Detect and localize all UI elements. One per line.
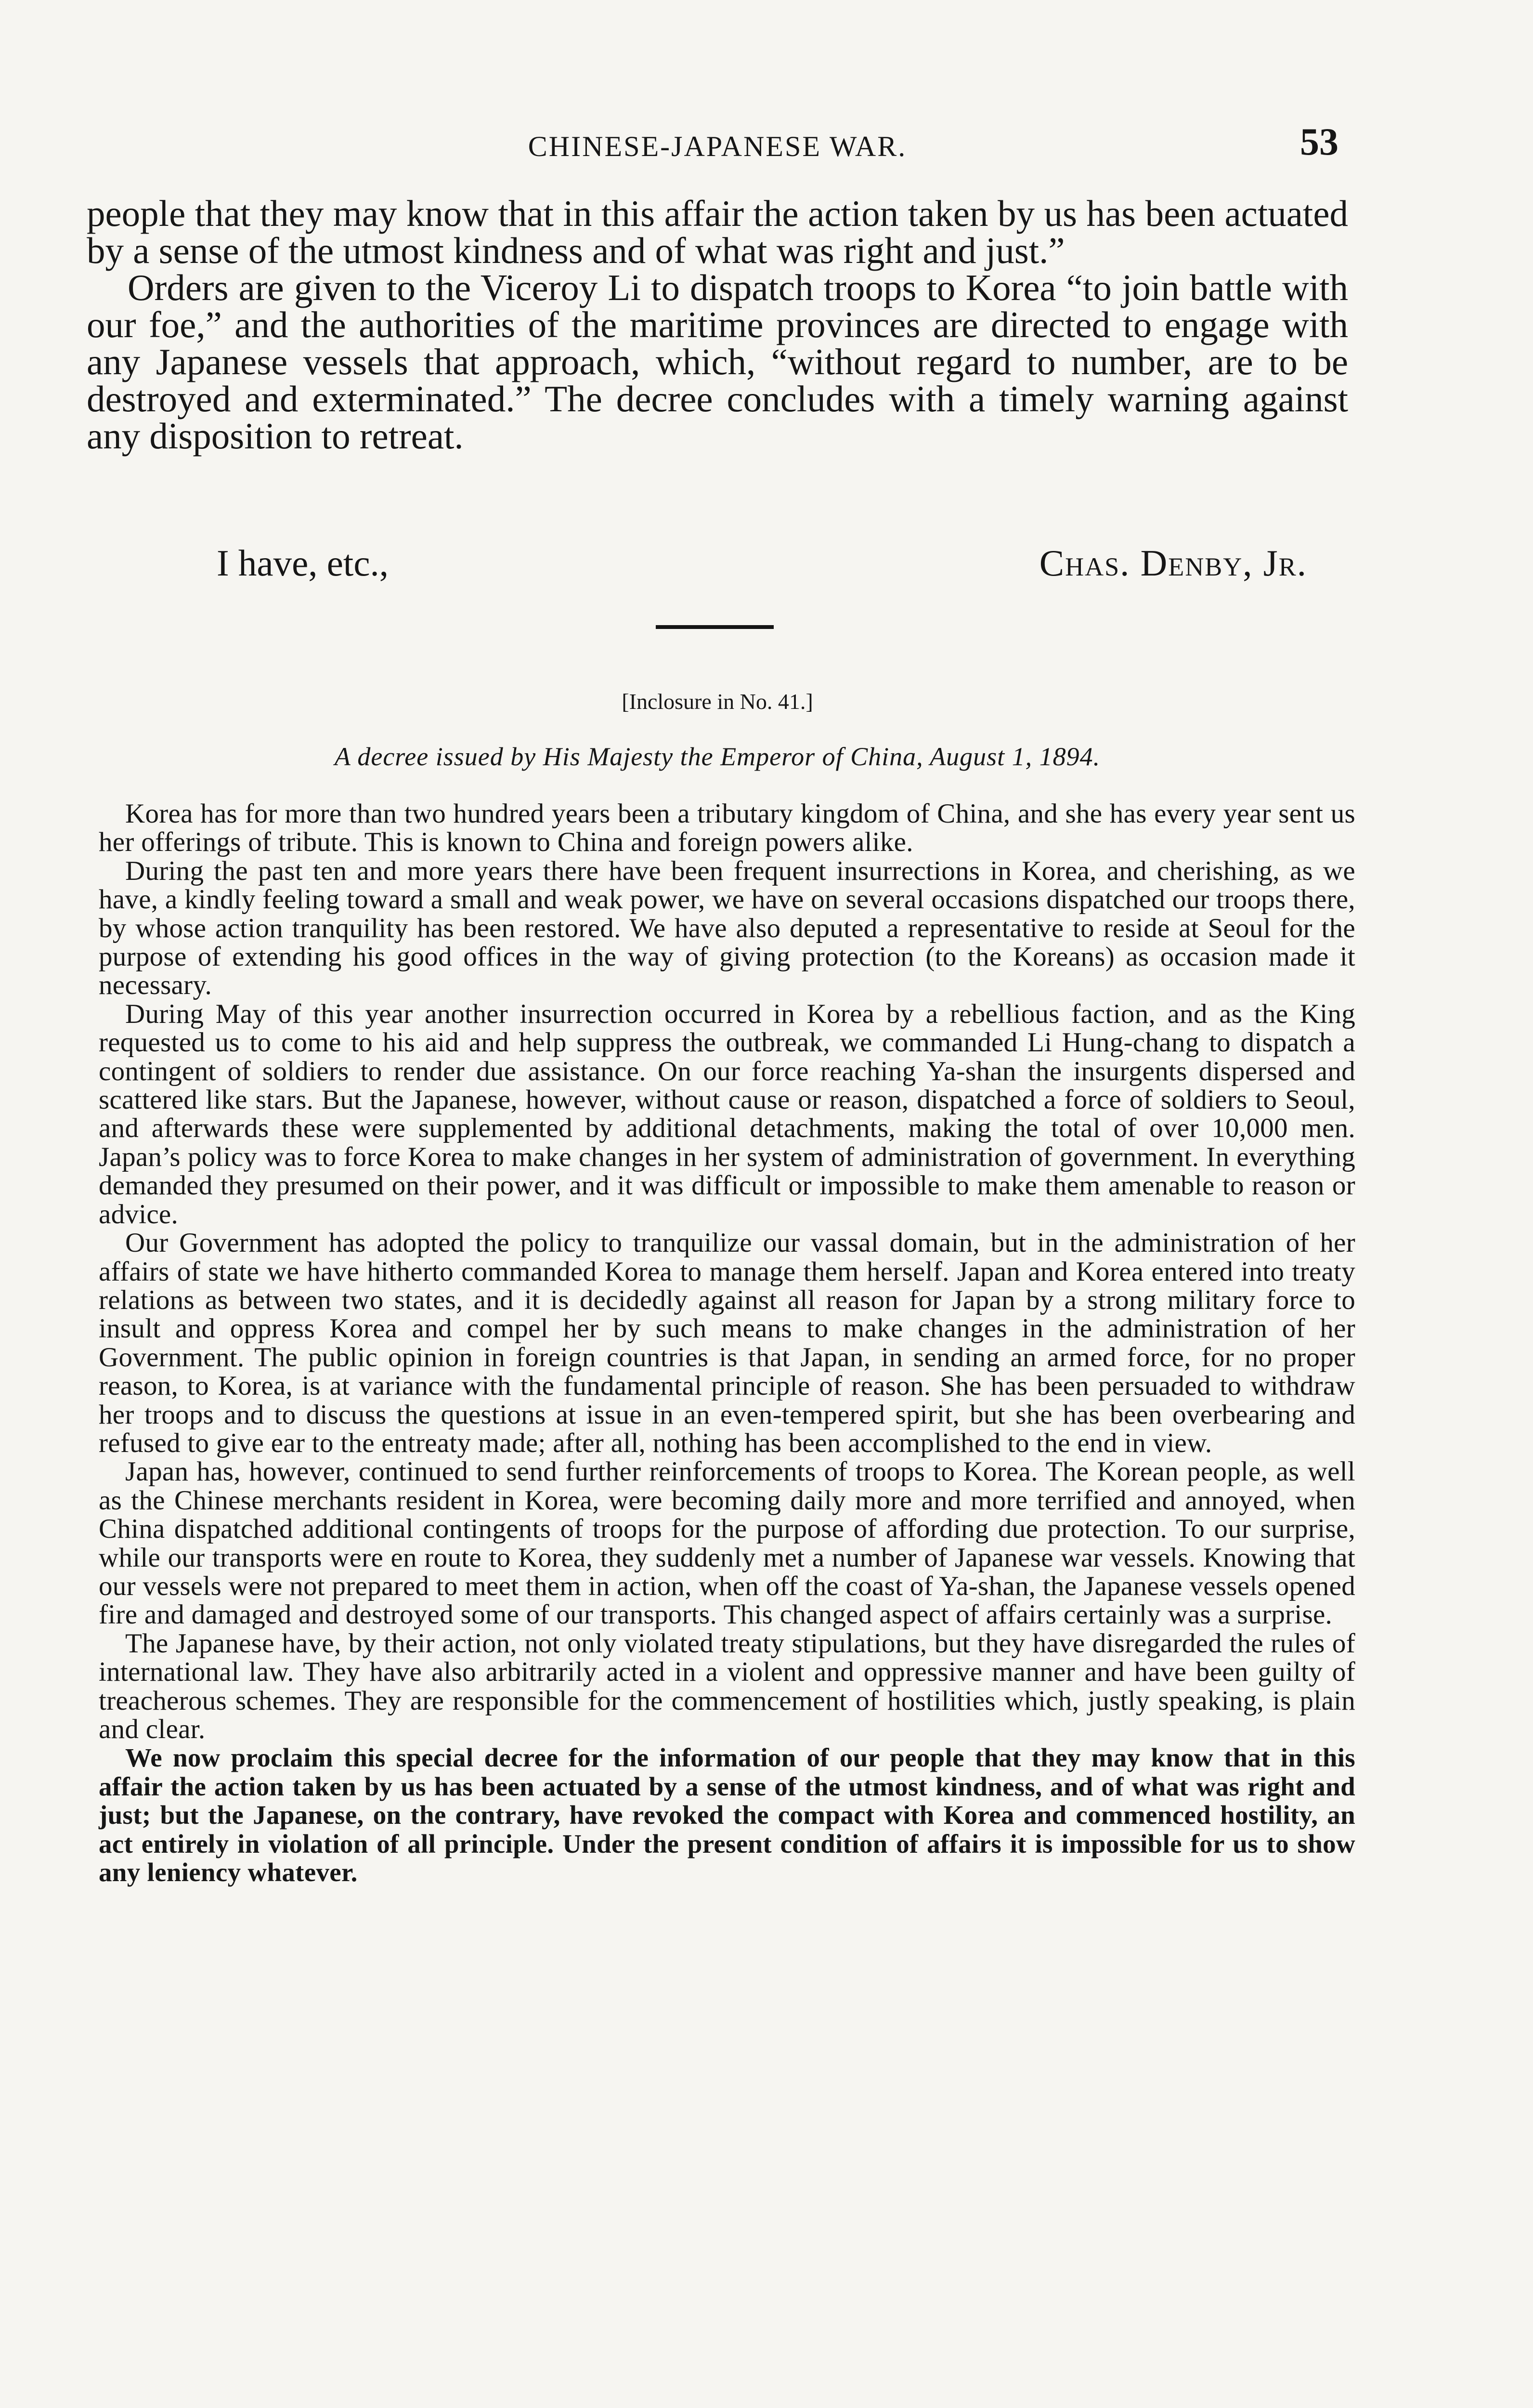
decree-paragraph: Japan has, however, continued to send further reinforcements of troops to Korea. The Korean people, as well as the Chinese merchants resident in Korea, were becoming daily more and more terrified and annoyed, when China dispatched additional contingents of troops for the purpose of affording due protection. To our surprise, while our transports were en route to Korea, they suddenly met a number of Japanese war vessels. Knowing that our vessels were not prepared to meet them in action, when off the coast of Ya-shan, the Japanese vessels opened fire and damaged and destroyed some of our transports. This changed aspect of affairs certainly was a surprise.	[99, 1456, 1355, 1630]
section-divider	[656, 625, 774, 629]
decree-paragraph: Our Government has adopted the policy to tranquilize our vassal domain, but in the administration of her affairs of state we have hitherto commanded Korea to manage them herself. Japan and Korea entered into treaty relations as between two states, and it is decidedly against all reason for Japan by a strong military force to insult and oppress Korea and compel her by such means to make changes in the administration of her Government. The public opinion in foreign countries is that Japan, in sending an armed force, for no proper reason, to Korea, is at variance with the fundamental principle of reason. She has been persuaded to withdraw her troops and to discuss the questions at issue in an even-tempered spirit, but she has been overbearing and refused to give ear to the entreaty made; after all, nothing has been accomplished to the end in view.	[99, 1228, 1355, 1458]
letter-closing: I have, etc.,	[217, 542, 389, 584]
running-title: CHINESE-JAPANESE WAR.	[528, 131, 907, 162]
decree-paragraph: Korea has for more than two hundred years been a tributary kingdom of China, and she has every year sent us her offerings of tribute. This is known to China and foreign powers alike.	[99, 798, 1355, 858]
letter-closing-row	[87, 542, 1348, 585]
letter-paragraph: people that they may know that in this affair the action taken by us has been actuated by a sense of the utmost kindness and of what was right and just.”	[87, 193, 1348, 271]
letter-paragraph: Orders are given to the Viceroy Li to dispatch troops to Korea “to join battle with our foe,” and the authorities of the maritime provinces are directed to engage with any Japanese vessels that approach, which, “without regard to number, are to be destroyed and exterminated.” The decree concludes with a timely warning against any disposition to retreat.	[87, 267, 1348, 457]
decree-title: A decree issued by His Majesty the Emperor of China, August 1, 1894.	[334, 742, 1101, 771]
page-number: 53	[1300, 121, 1338, 163]
letter-body	[87, 195, 1348, 455]
letter-signature: Chas. Denby, Jr.	[1039, 542, 1307, 584]
running-header	[87, 120, 1348, 173]
decree-paragraph: We now proclaim this special decree for the information of our people that they may know that in this affair the action taken by us has been actuated by a sense of the utmost kindness, and of what was right and just; but the Japanese, on the contrary, have revoked the compact with Korea and commenced hostility, an act entirely in violation of all principle. Under the present condition of affairs it is impossible for us to show any leniency whatever.	[99, 1743, 1355, 1887]
decree-paragraph: During the past ten and more years there have been frequent insurrections in Korea, and cherishing, as we have, a kindly feeling toward a small and weak power, we have on several occasions dispatched our troops there, by whose action tranquility has been restored. We have also deputed a representative to reside at Seoul for the purpose of extending his good offices in the way of giving protection (to the Koreans) as occasion made it necessary.	[99, 855, 1355, 1001]
decree-paragraph: The Japanese have, by their action, not only violated treaty stipulations, but they have disregarded the rules of international law. They have also arbitrarily acted in a violent and oppressive manner and have been guilty of treacherous schemes. They are responsible for the commencement of hostilities which, justly speaking, is plain and clear.	[99, 1628, 1355, 1744]
inclosure-label: [Inclosure in No. 41.]	[622, 689, 813, 714]
decree-body	[99, 799, 1355, 1886]
decree-paragraph: During May of this year another insurrection occurred in Korea by a rebellious faction, and as the King requested us to come to his aid and help suppress the outbreak, we commanded Li Hung-chang to dispatch a contingent of soldiers to render due assistance. On our force reaching Ya-shan the insurgents dispersed and scattered like stars. But the Japanese, however, without cause or reason, dispatched a force of soldiers to Seoul, and afterwards these were supplemented by additional detachments, making the total of over 10,000 men. Japan’s policy was to force Korea to make changes in her system of administration of government. In everything demanded they presumed on their power, and it was difficult or impossible to make them amenable to reason or advice.	[99, 998, 1355, 1230]
